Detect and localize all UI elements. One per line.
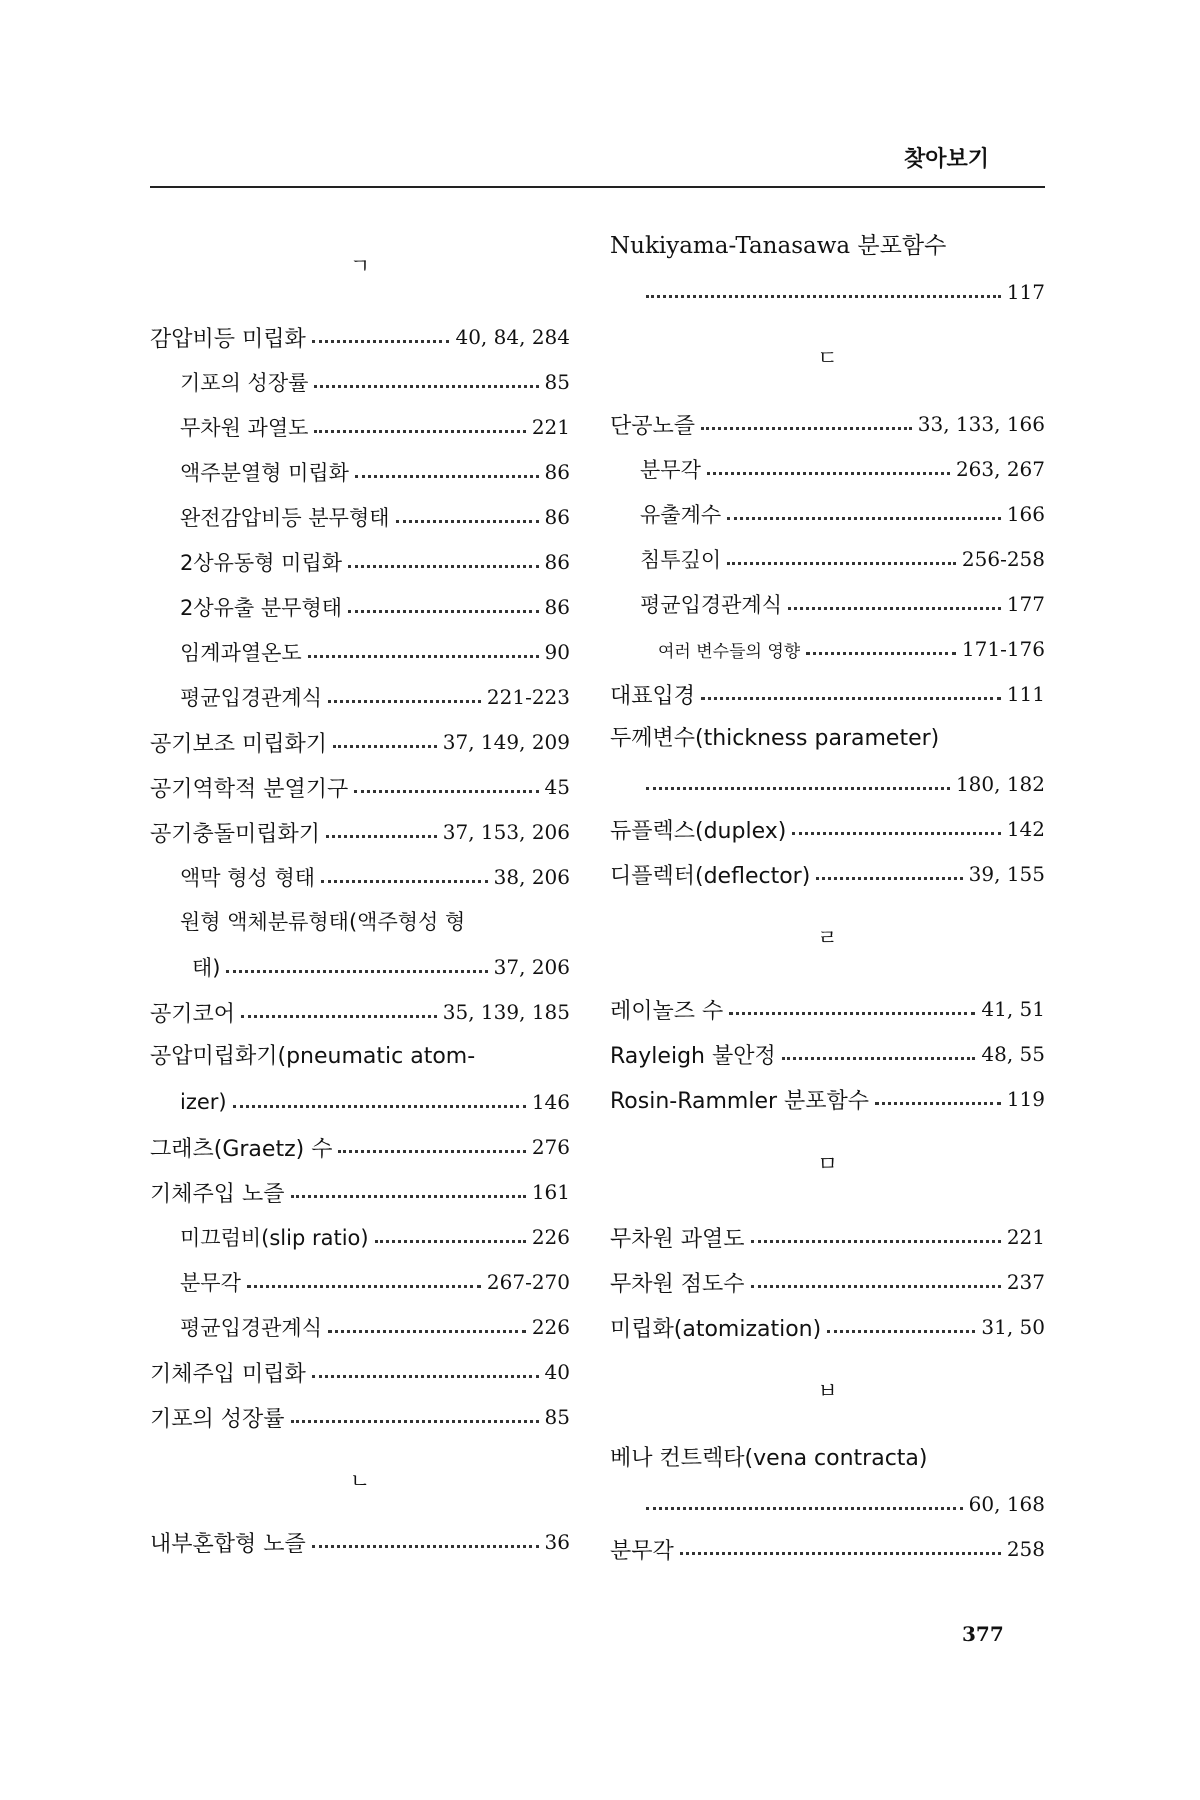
index-subentry: 분무각 267-270 [180,1270,570,1295]
index-subentry: 완전감압비등 분무형태 86 [180,505,570,530]
index-entry: 공기충돌미립화기 37, 153, 206 [150,820,570,847]
index-subentry: 미끄럼비(slip ratio) 226 [180,1225,570,1250]
index-entry: 기포의 성장률 85 [150,1405,570,1432]
index-entry: 레이놀즈 수 41, 51 [610,997,1045,1024]
index-entry-wrapped: Nukiyama-Tanasawa 분포함수 [610,233,947,259]
index-entry: 기체주입 노즐 161 [150,1180,570,1207]
index-subentry-wrapped: 원형 액체분류형태(액주형성 형 [180,910,466,934]
header-divider [150,186,1045,188]
index-subentry: 2상유출 분무형태 86 [180,595,570,620]
index-entry-continuation: izer) 146 [180,1090,570,1114]
index-entry-wrapped: 두께변수(thickness parameter) [610,726,940,751]
index-entry: 공기보조 미립화기 37, 149, 209 [150,730,570,757]
index-entry: 감압비등 미립화 40, 84, 284 [150,325,570,352]
index-entry: 기체주입 미립화 40 [150,1360,570,1387]
index-entry: 그래츠(Graetz) 수 276 [150,1135,570,1162]
index-entry: 디플렉터(deflector) 39, 155 [610,862,1045,889]
index-entry: 대표입경 111 [610,682,1045,709]
section-heading: ㄷ [817,346,838,370]
index-subentry-continuation: 태) 37, 206 [192,955,570,980]
index-entry: 무차원 점도수 237 [610,1270,1045,1297]
index-entry: 공기코어 35, 139, 185 [150,1000,570,1027]
index-subentry: 무차원 과열도 221 [180,415,570,440]
section-heading: ㅂ [817,1379,838,1403]
index-entry: 내부혼합형 노즐 36 [150,1530,570,1557]
section-heading: ㅁ [817,1152,838,1176]
index-entry: 단공노즐 33, 133, 166 [610,412,1045,439]
index-entry-continuation: 60, 168 [610,1484,1045,1524]
index-subentry: 임계과열온도 90 [180,640,570,665]
index-subentry: 침투깊이 256-258 [640,547,1045,572]
index-subentry: 평균입경관계식 177 [640,592,1045,617]
index-subentry: 액주분열형 미립화 86 [180,460,570,485]
index-entry: Rayleigh 불안정 48, 55 [610,1042,1045,1069]
index-entry-wrapped: 공압미립화기(pneumatic atom- [150,1044,476,1069]
index-entry: Rosin-Rammler 분포함수 119 [610,1087,1045,1114]
index-entry: 무차원 과열도 221 [610,1225,1045,1252]
index-subentry: 평균입경관계식 221-223 [180,685,570,710]
index-entry: 미립화(atomization) 31, 50 [610,1315,1045,1342]
section-heading: ㄴ [349,1469,371,1493]
index-subsubentry: 여러 변수들의 영향 171-176 [658,637,1045,662]
index-entry: 공기역학적 분열기구 45 [150,775,570,802]
index-entry-continuation: 117 [610,272,1045,312]
page-number: 377 [962,1622,1004,1646]
index-entry-wrapped: 베나 컨트렉타(vena contracta) [610,1446,928,1471]
index-subentry: 분무각 263, 267 [640,457,1045,482]
index-subentry: 평균입경관계식 226 [180,1315,570,1340]
index-subentry: 2상유동형 미립화 86 [180,550,570,575]
section-heading: ㄹ [817,926,838,950]
page-header-title: 찾아보기 [904,147,990,172]
index-entry-continuation: 180, 182 [610,764,1045,804]
index-subentry: 액막 형성 형태 38, 206 [180,865,570,890]
index-entry: 듀플렉스(duplex) 142 [610,817,1045,844]
index-subentry: 유출계수 166 [640,502,1045,527]
index-entry: 분무각 258 [610,1537,1045,1564]
section-heading: ㄱ [349,254,371,278]
index-subentry: 기포의 성장률 85 [180,370,570,395]
